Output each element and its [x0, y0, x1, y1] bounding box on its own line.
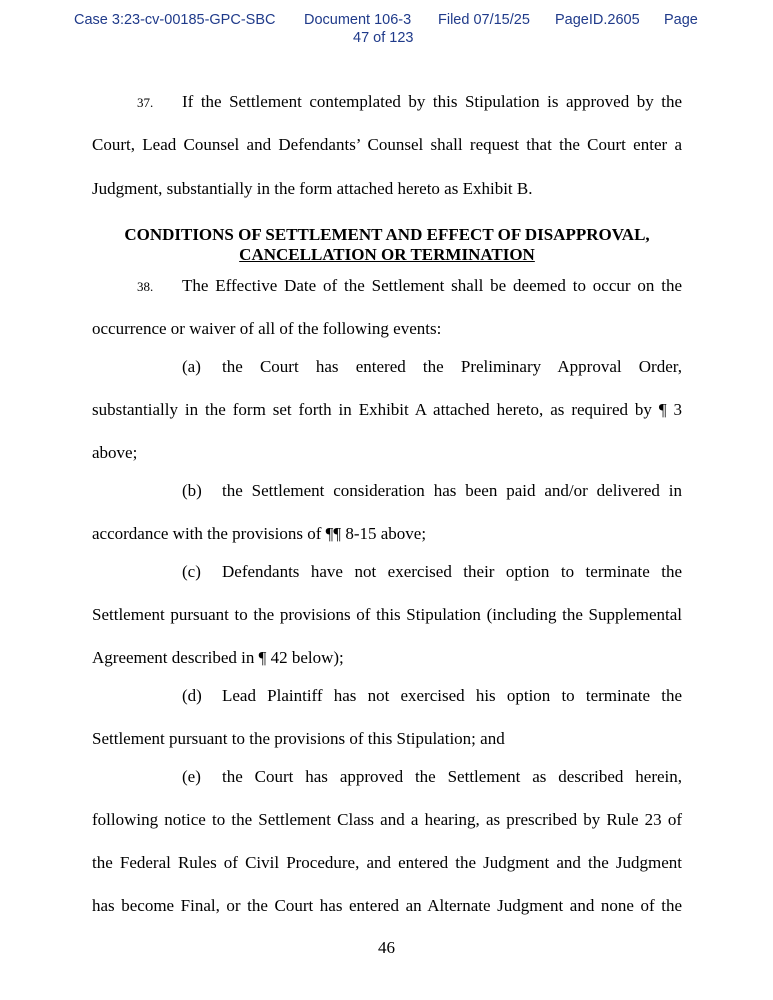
item-line: following notice to the Settlement Class and a hearing, as prescribed by Rule 23 of	[92, 810, 682, 829]
item-line: the Court has approved the Settlement as described herein,	[222, 767, 682, 786]
item-label: (e)	[182, 767, 201, 786]
item-line: Settlement pursuant to the provisions of this Stipulation; and	[92, 729, 505, 748]
page-label: Page	[664, 12, 698, 28]
item-line: accordance with the provisions of ¶¶ 8-15 above;	[92, 524, 427, 543]
item-line: above;	[92, 443, 138, 462]
item-line: the Federal Rules of Civil Procedure, and entered the Judgment and the Judgment	[92, 853, 682, 872]
paragraph-line: If the Settlement contemplated by this Stipulation is approved by the	[182, 92, 682, 111]
section-heading-underlined: CANCELLATION OR TERMINATION	[239, 245, 535, 264]
item-label: (d)	[182, 686, 202, 705]
section-heading-line1: CONDITIONS OF SETTLEMENT AND EFFECT OF DISAPPROVAL,	[124, 225, 650, 244]
paragraph-line: Judgment, substantially in the form attached hereto as Exhibit B.	[92, 179, 533, 198]
item-line: Settlement pursuant to the provisions of this Stipulation (including the Supplemental	[92, 605, 682, 624]
paragraph-number: 37.	[137, 95, 154, 110]
paragraph-line: Court, Lead Counsel and Defendants’ Counsel shall request that the Court enter a	[92, 135, 682, 154]
court-header	[0, 12, 773, 52]
paragraph-line: occurrence or waiver of all of the following events:	[92, 319, 442, 338]
item-line: the Court has entered the Preliminary Approval Order,	[222, 357, 682, 376]
document-number: Document 106-3	[304, 12, 412, 28]
item-line: Defendants have not exercised their option to terminate the	[222, 562, 682, 581]
page-of-total: 47 of 123	[353, 30, 414, 46]
page-id: PageID.2605	[555, 12, 640, 28]
case-number: Case 3:23-cv-00185-GPC-SBC	[74, 12, 276, 28]
item-line: Agreement described in ¶ 42 below);	[92, 648, 344, 667]
page-number: 46	[378, 938, 395, 957]
item-label: (c)	[182, 562, 201, 581]
item-line: has become Final, or the Court has entered an Alternate Judgment and none of the	[92, 896, 682, 915]
item-label: (b)	[182, 481, 202, 500]
section-heading-line2	[92, 245, 682, 265]
item-label: (a)	[182, 357, 201, 376]
item-line: Lead Plaintiff has not exercised his option to terminate the	[222, 686, 682, 705]
paragraph-line: The Effective Date of the Settlement shall be deemed to occur on the	[182, 276, 682, 295]
item-line: the Settlement consideration has been paid and/or delivered in	[222, 481, 682, 500]
paragraph-number: 38.	[137, 279, 154, 294]
item-line: substantially in the form set forth in Exhibit A attached hereto, as required by ¶ 3	[92, 400, 682, 419]
filed-date: Filed 07/15/25	[438, 12, 530, 28]
